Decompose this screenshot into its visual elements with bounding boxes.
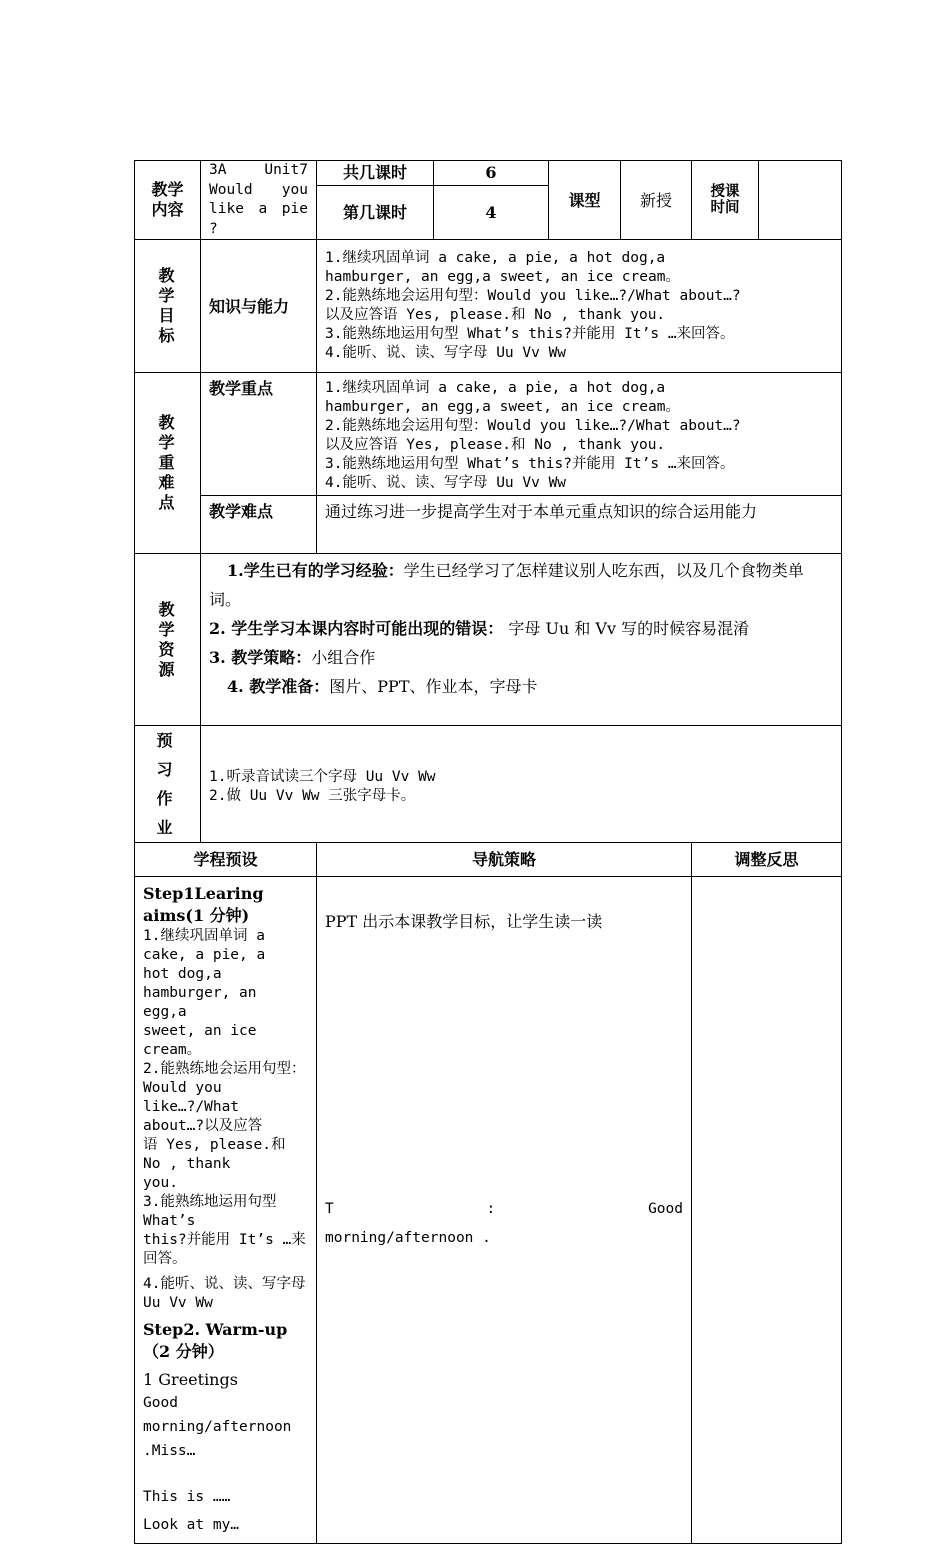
resources-label: 教 学 资 源: [135, 554, 201, 726]
navigation-strategies: PPT 出示本课教学目标，让学生读一读 T : Good morning/afternoon .: [317, 877, 692, 1544]
content-value: 3A Unit7 Would you like a pie ?: [201, 161, 317, 240]
lesson-number-value: 4: [434, 185, 549, 239]
preview-content: 1.听录音试读三个字母 Uu Vv Ww 2.做 Uu Vv Ww 三张字母卡。: [201, 726, 842, 843]
col-process-header: 学程预设: [135, 843, 317, 877]
process-steps: Step1Learing aims(1 分钟) 1.继续巩固单词 a cake, a pie, a hot dog,a hamburger, an egg,a sweet, an ice cream。 2.能熟练地会运用句型：Would you like…?/What about…?以及应答 语 Yes, please.和 No , thank you. 3.能熟练地运用句型 What’s this?并能用 It’s …来回答。 4.能听、说、读、写字母 Uu Vv Ww Step2. Warm-up（2 分钟） 1 Greetings Good morning/afternoon .Miss… This is …… Look at my…: [135, 877, 317, 1544]
lesson-type-value: 新授: [621, 161, 692, 240]
goals-sub-label: 知识与能力: [201, 240, 317, 373]
lesson-plan-table: [134, 160, 841, 1544]
total-lessons-value: 6: [434, 161, 549, 186]
key-points-label: 教学重点: [201, 373, 317, 496]
keypoints-label: 教 学 重 难 点: [135, 373, 201, 554]
col-navigation-header: 导航策略: [317, 843, 692, 877]
lesson-type-label: 课型: [549, 161, 621, 240]
goals-content: 1.继续巩固单词 a cake, a pie, a hot dog,a hamburger, an egg,a sweet, an ice cream。 2.能熟练地会运用句型：Would you like…?/What about…? 以及应答语 Yes, please.和 No , thank you. 3.能熟练地运用句型 What’s this?并能用 It’s …来回答。 4.能听、说、读、写字母 Uu Vv Ww: [317, 240, 842, 373]
key-points-content: 1.继续巩固单词 a cake, a pie, a hot dog,a hamburger, an egg,a sweet, an ice cream。 2.能熟练地会运用句型：Would you like…?/What about…? 以及应答语 Yes, please.和 No , thank you. 3.能熟练地运用句型 What’s this?并能用 It’s …来回答。 4.能听、说、读、写字母 Uu Vv Ww: [317, 373, 842, 496]
preview-label: 预 习 作 业: [135, 726, 201, 843]
col-reflection-header: 调整反思: [692, 843, 842, 877]
total-lessons-label: 共几课时: [317, 161, 434, 186]
goals-label: 教 学 目 标: [135, 240, 201, 373]
teach-time-label: 授课时间: [692, 161, 759, 240]
content-label: 教学内容: [135, 161, 201, 240]
reflection-cell: [692, 877, 842, 1544]
teach-time-value: [759, 161, 842, 240]
lesson-number-label: 第几课时: [317, 185, 434, 239]
resources-content: 1.学生已有的学习经验：学生已经学习了怎样建议别人吃东西，以及几个食物类单词。 2. 学生学习本课内容时可能出现的错误： 字母 Uu 和 Vv 写的时候容易混淆 3. 教学策略：小组合作 4. 教学准备：图片、PPT、作业本，字母卡: [201, 554, 842, 726]
difficult-points-content: 通过练习进一步提高学生对于本单元重点知识的综合运用能力: [317, 496, 842, 554]
difficult-points-label: 教学难点: [201, 496, 317, 554]
